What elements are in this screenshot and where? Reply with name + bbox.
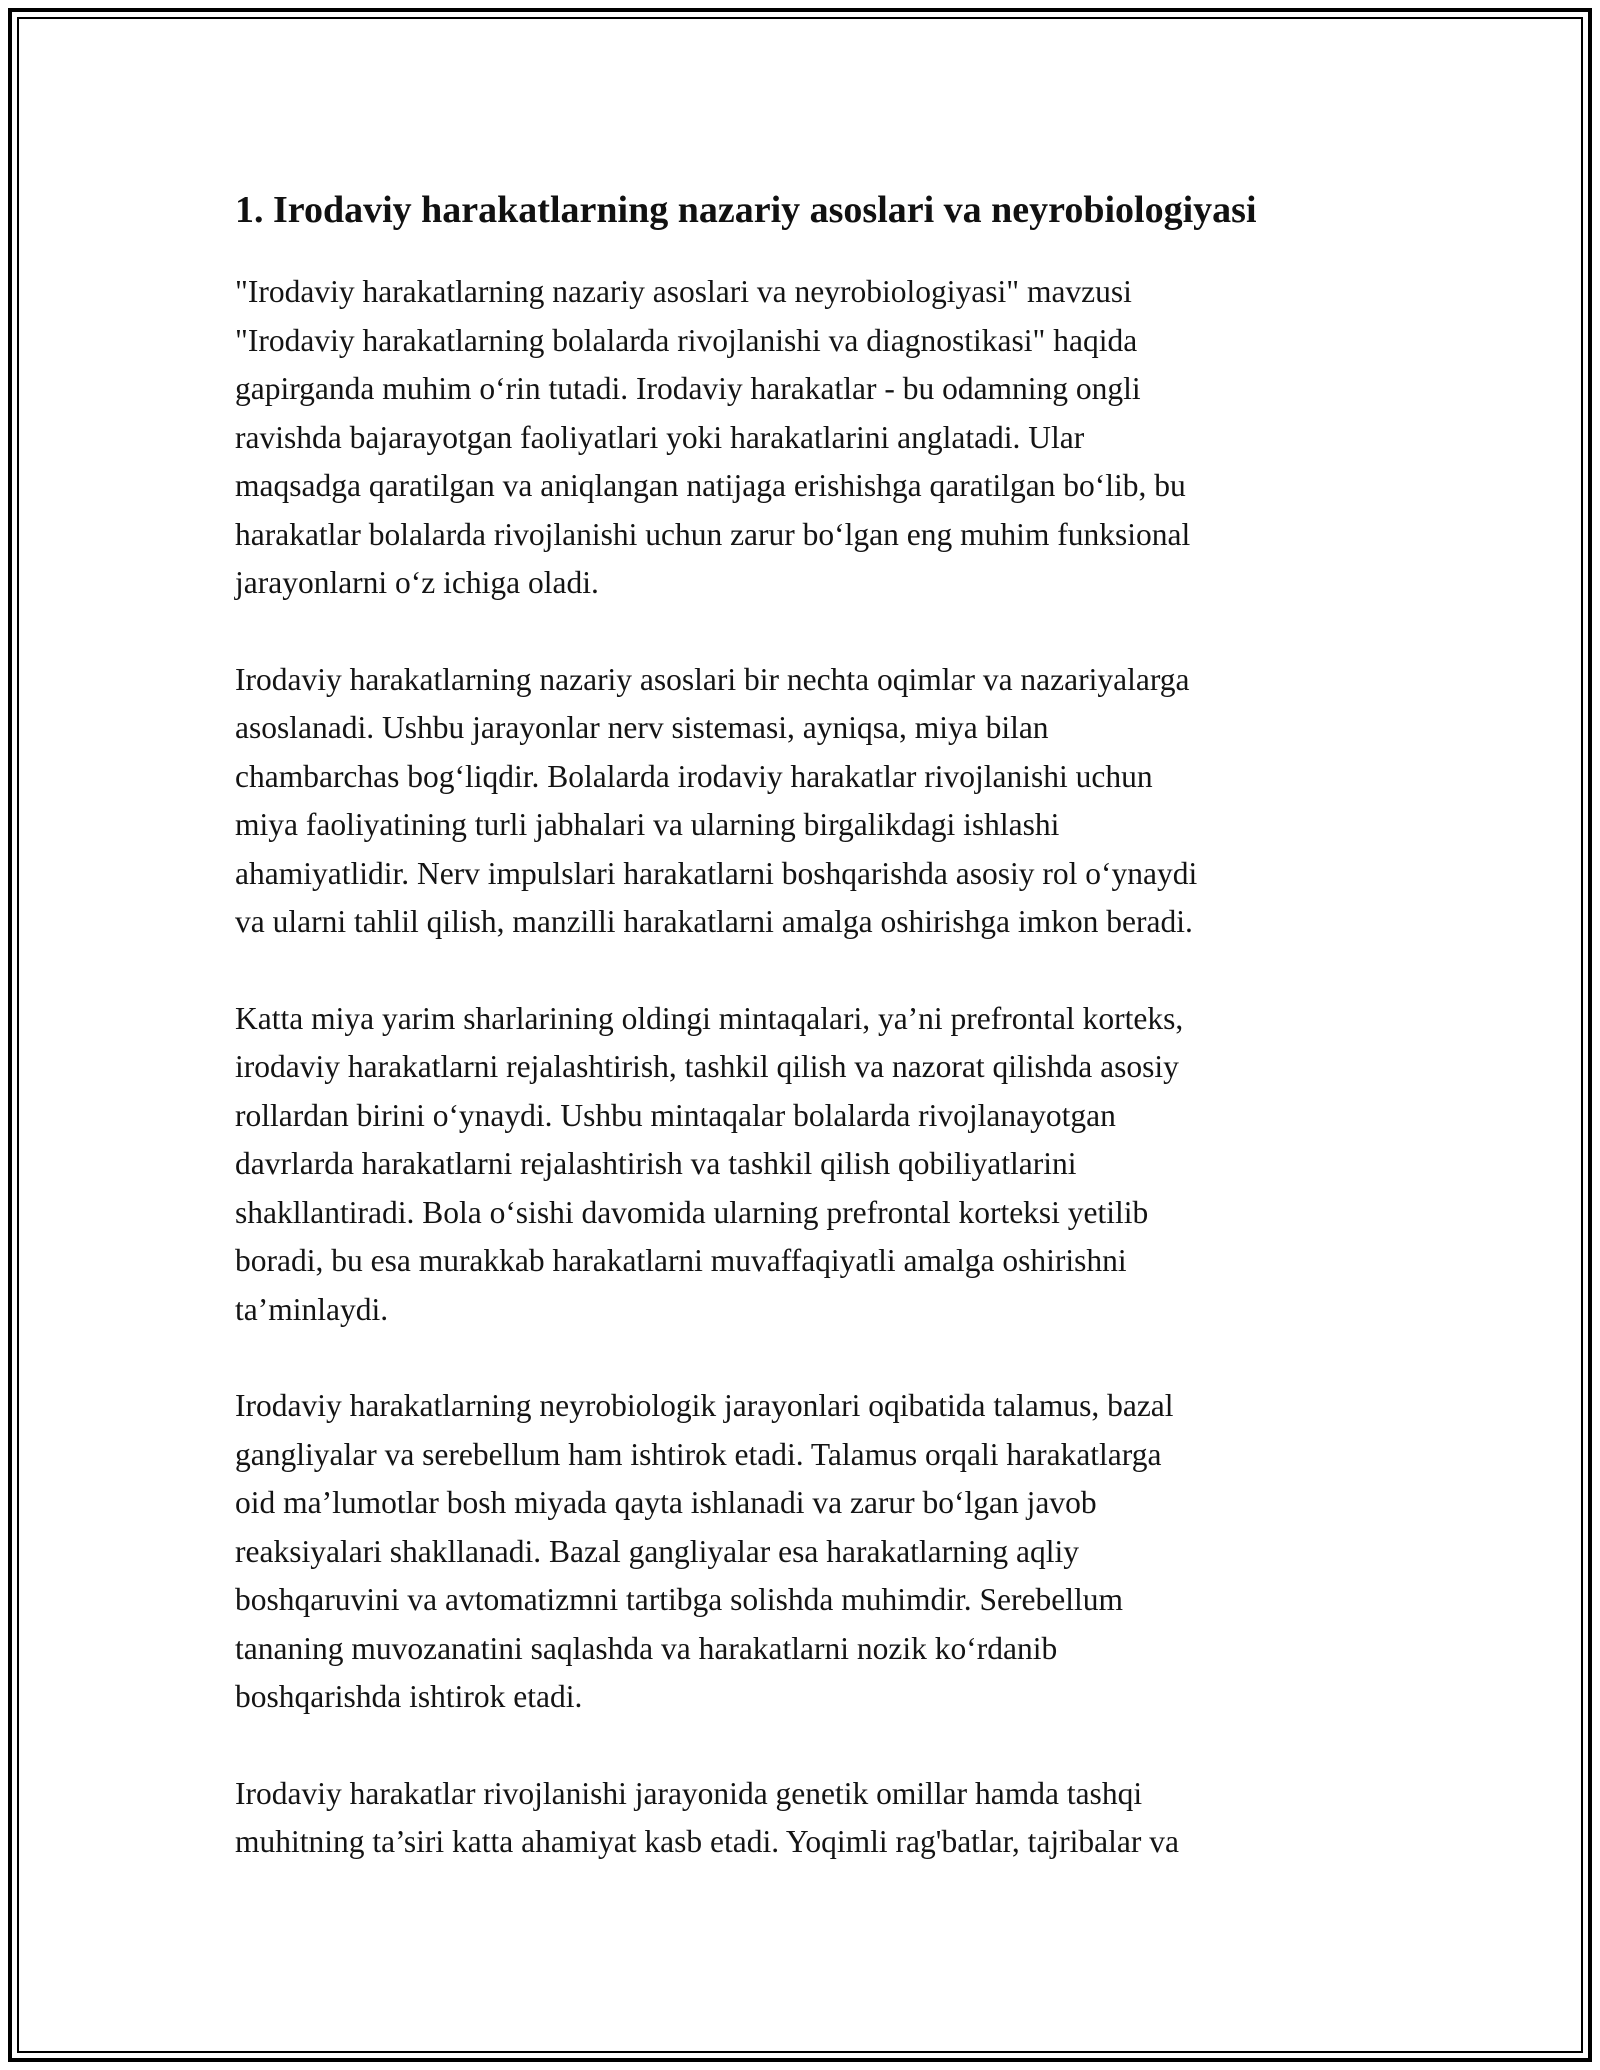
- paragraph-line: asoslanadi. Ushbu jarayonlar nerv sistemasi, ayniqsa, miya bilan: [235, 710, 1049, 745]
- paragraph-line: shakllantiradi. Bola o‘sishi davomida ularning prefrontal korteksi yetilib: [235, 1194, 1149, 1230]
- paragraph-line: boshqaruvini va avtomatizmni tartibga solishda muhimdir. Serebellum: [235, 1582, 1123, 1617]
- paragraph-line: gangliyalar va serebellum ham ishtirok etadi. Talamus orqali harakatlarga: [235, 1436, 1162, 1472]
- section-heading: 1. Irodaviy harakatlarning nazariy asoslari va neyrobiologiyasi: [235, 189, 1257, 231]
- paragraph-line: gapirganda muhim o‘rin tutadi. Irodaviy harakatlar - bu odamning ongli: [235, 371, 1141, 406]
- paragraph: [235, 995, 1385, 1335]
- paragraph-line: ahamiyatlidir. Nerv impulslari harakatlarni boshqarishda asosiy rol o‘ynaydi: [235, 855, 1198, 891]
- paragraph-line: oid ma’lumotlar bosh miyada qayta ishlanadi va zarur bo‘lgan javob: [235, 1485, 1097, 1520]
- paragraph: [235, 1770, 1385, 1867]
- paragraph-line: "Irodaviy harakatlarning bolalarda rivojlanishi va diagnostikasi" haqida: [235, 322, 1138, 358]
- paragraph-line: maqsadga qaratilgan va aniqlangan natijaga erishishga qaratilgan bo‘lib, bu: [235, 468, 1186, 503]
- paragraph-line: Irodaviy harakatlarning nazariy asoslari bir nechta oqimlar va nazariyalarga: [235, 661, 1190, 697]
- document-body: [235, 186, 1385, 1915]
- paragraph: [235, 656, 1385, 947]
- paragraph: [235, 268, 1385, 608]
- paragraph-line: rollardan birini o‘ynaydi. Ushbu mintaqalar bolalarda rivojlanayotgan: [235, 1097, 1116, 1133]
- paragraph-line: ravishda bajarayotgan faoliyatlari yoki harakatlarini anglatadi. Ular: [235, 419, 1085, 455]
- paragraph-line: boshqarishda ishtirok etadi.: [235, 1679, 583, 1714]
- paragraph-line: muhitning ta’siri katta ahamiyat kasb etadi. Yoqimli rag'batlar, tajribalar va: [235, 1824, 1179, 1859]
- paragraph-line: ta’minlaydi.: [235, 1291, 389, 1327]
- paragraph-line: Irodaviy harakatlarning neyrobiologik jarayonlari oqibatida talamus, bazal: [235, 1388, 1174, 1423]
- paragraph-line: chambarchas bog‘liqdir. Bolalarda irodaviy harakatlar rivojlanishi uchun: [235, 758, 1153, 794]
- paragraph: [235, 1382, 1385, 1722]
- paragraph-line: irodaviy harakatlarni rejalashtirish, tashkil qilish va nazorat qilishda asosiy: [235, 1049, 1179, 1084]
- paragraph-line: va ularni tahlil qilish, manzilli harakatlarni amalga oshirishga imkon beradi.: [235, 904, 1193, 939]
- paragraph-line: harakatlar bolalarda rivojlanishi uchun zarur bo‘lgan eng muhim funksional: [235, 516, 1191, 552]
- paragraph-line: davrlarda harakatlarni rejalashtirish va tashkil qilish qobiliyatlarini: [235, 1146, 1077, 1181]
- paragraph-line: miya faoliyatining turli jabhalari va ularning birgalikdagi ishlashi: [235, 807, 1060, 842]
- paragraph-line: jarayonlarni o‘z ichiga oladi.: [235, 565, 599, 600]
- paragraph-line: Katta miya yarim sharlarining oldingi mintaqalari, ya’ni prefrontal korteks,: [235, 1000, 1184, 1036]
- paragraph-line: boradi, bu esa murakkab harakatlarni muvaffaqiyatli amalga oshirishni: [235, 1243, 1127, 1278]
- paragraph-line: Irodaviy harakatlar rivojlanishi jarayonida genetik omillar hamda tashqi: [235, 1775, 1143, 1811]
- paragraph-list: [235, 268, 1385, 1867]
- paragraph-line: "Irodaviy harakatlarning nazariy asoslari va neyrobiologiyasi" mavzusi: [235, 274, 1132, 309]
- paragraph-line: tananing muvozanatini saqlashda va harakatlarni nozik ko‘rdanib: [235, 1630, 1058, 1666]
- paragraph-line: reaksiyalari shakllanadi. Bazal gangliyalar esa harakatlarning aqliy: [235, 1533, 1080, 1569]
